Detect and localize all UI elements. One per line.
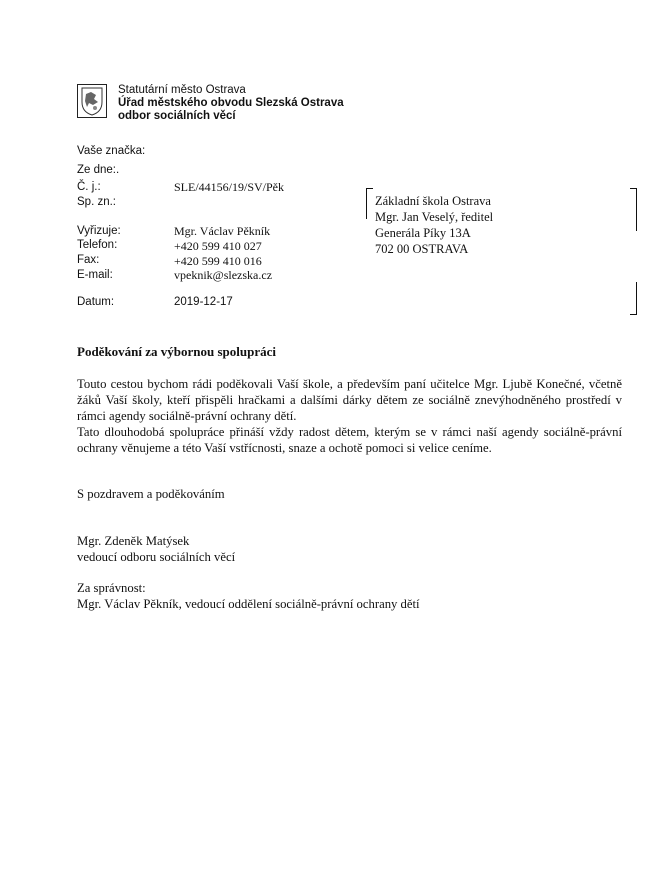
recipient-city: 702 00 OSTRAVA [375,242,469,256]
date-value: 2019-12-17 [174,296,233,308]
fax-value: +420 599 410 016 [174,254,262,268]
email-value: vpeknik@slezska.cz [174,268,273,282]
recipient-address [375,193,493,257]
verified-by: Mgr. Václav Pěkník, vedoucí oddělení sociálně-právní ochrany dětí [77,597,420,611]
address-window-corner-bottom-right [630,282,637,315]
letter-subject: Poděkování za výbornou spolupráci [77,344,277,359]
phone-value: +420 599 410 027 [174,239,262,253]
cj-value: SLE/44156/19/SV/Pěk [174,180,285,194]
city-coat-of-arms-logo [77,84,107,118]
signer-name: Mgr. Zdeněk Matýsek [77,534,190,548]
spzn-label: Sp. zn.: [77,196,116,208]
closing-greeting: S pozdravem a poděkováním [77,487,225,501]
body-paragraph-1: Touto cestou bychom rádi poděkovali Vaší škole, a především paní učitelce Mgr. Ljubě Konečné, včetně žáků Vaší školy, kteří přispěli hračkami a dalšími dárky dětem ze sociálně znevýhodněného prostředí v rámci agendy sociálně-právní ochrany dětí. [77,377,622,423]
recipient-school: Základní škola Ostrava [375,194,491,208]
signer-role: vedoucí odboru sociálních věcí [77,550,236,564]
recipient-street: Generála Píky 13A [375,226,471,240]
handler-label: Vyřizuje: [77,225,121,237]
cj-label: Č. j.: [77,181,101,193]
department-name: odbor sociálních věcí [118,110,236,122]
body-paragraph-2: Tato dlouhodobá spolupráce přináší vždy radost dětem, kterým se v rámci naší agendy sociálně-právní ochrany věnujeme a této Vaší vstřícnosti, snaze a ochotě pomoci si velice ceníme. [77,425,622,455]
office-name: Úřad městského obvodu Slezská Ostrava [118,97,344,109]
handler-value: Mgr. Václav Pěkník [174,224,271,238]
from-date-label: Ze dne:. [77,164,120,176]
fax-label: Fax: [77,254,100,266]
address-window-corner-top-right [630,188,637,231]
email-label: E-mail: [77,269,113,281]
address-window-corner-top-left [366,188,373,219]
phone-label: Telefon: [77,239,118,251]
your-ref-label: Vaše značka: [77,145,146,157]
verified-label: Za správnost: [77,581,146,595]
recipient-person: Mgr. Jan Veselý, ředitel [375,210,494,224]
date-label: Datum: [77,296,115,308]
letter-body [77,376,622,456]
organization-header [118,84,344,123]
city-name: Statutární město Ostrava [118,84,246,96]
